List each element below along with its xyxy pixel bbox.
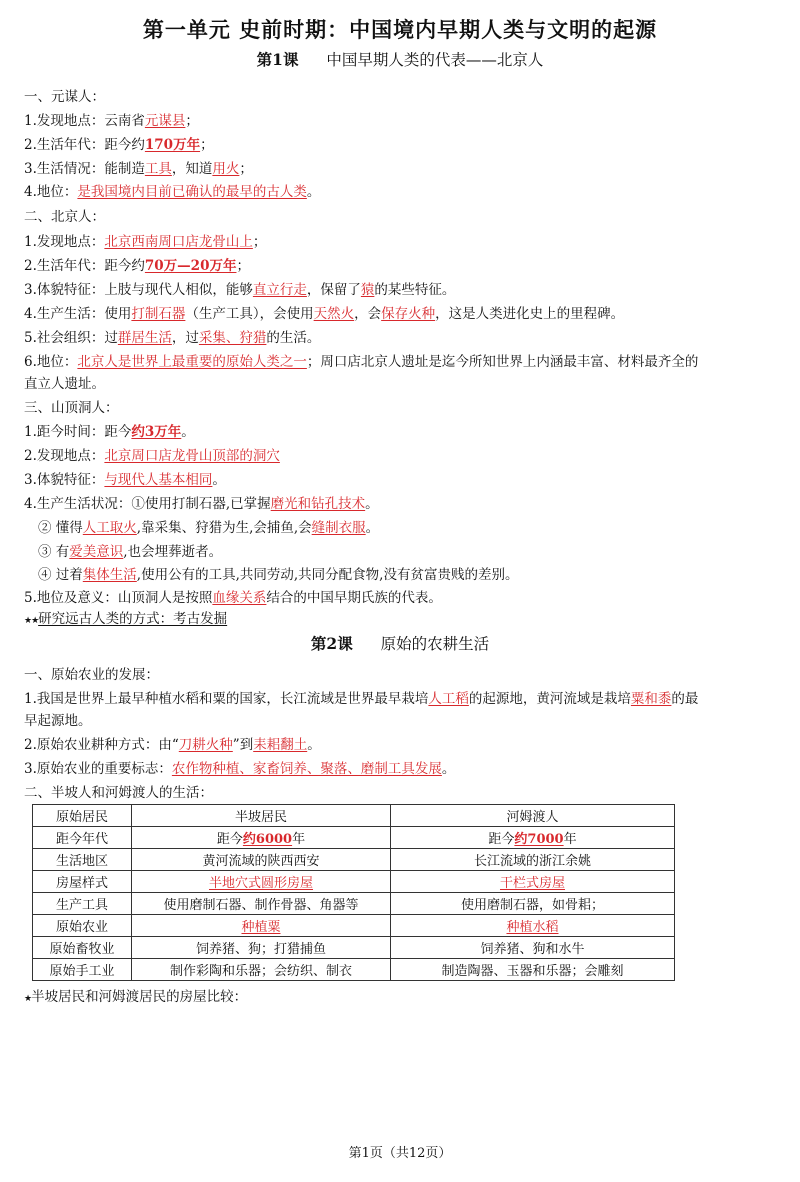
- house-comparison-line: ★半坡居民和河姆渡居民的房屋比较：: [24, 989, 248, 1005]
- lesson1-title: [0, 48, 800, 70]
- table-cell: 半坡居民: [132, 805, 391, 827]
- comparison-table: [32, 804, 675, 981]
- section-heading-shandingdong: 三、山顶洞人：: [24, 400, 119, 416]
- yuanmou-line-1: 1.发现地点：云南省元谋县；: [24, 113, 199, 129]
- table-cell: 干栏式房屋: [391, 871, 675, 893]
- table-cell: 制造陶器、玉器和乐器；会雕刻: [391, 959, 675, 981]
- table-cell: 饲养猪、狗和水牛: [391, 937, 675, 959]
- lesson2-number: 第2课: [310, 634, 353, 653]
- shandingdong-line-1: 1.距今时间：距今约3万年。: [24, 424, 195, 440]
- table-row: [33, 849, 675, 871]
- table-cell: 距今年代: [33, 827, 132, 849]
- beijing-line-2: 2.生活年代：距今约70万—20万年；: [24, 258, 250, 274]
- table-cell: 使用磨制石器，如骨耜；: [391, 893, 675, 915]
- section-heading-agriculture: 一、原始农业的发展：: [24, 667, 159, 683]
- star-icon: ★: [24, 994, 32, 1004]
- table-cell: 原始畜牧业: [33, 937, 132, 959]
- section-heading-banpo-hemudu: 二、半坡人和河姆渡人的生活：: [24, 785, 213, 801]
- section-heading-yuanmou: 一、元谋人：: [24, 89, 105, 105]
- shandingdong-line-4b: ② 懂得人工取火,靠采集、狩猎为生,会捕鱼,会缝制衣服。: [38, 520, 380, 536]
- beijing-line-1: 1.发现地点：北京西南周口店龙骨山上；: [24, 234, 267, 250]
- table-cell: 制作彩陶和乐器；会纺织、制衣: [132, 959, 391, 981]
- table-row: [33, 915, 675, 937]
- beijing-line-5: 5.社会组织：过群居生活，过采集、狩猎的生活。: [24, 330, 321, 346]
- star-icon: ★★: [24, 616, 39, 626]
- lesson2-title: [0, 632, 800, 654]
- lesson2-name: 原始的农耕生活: [380, 635, 490, 653]
- beijing-line-6-cont: 直立人遗址。: [24, 376, 105, 392]
- beijing-line-3: 3.体貌特征：上肢与现代人相似，能够直立行走，保留了猿的某些特征。: [24, 282, 456, 298]
- table-cell: 长江流域的浙江余姚: [391, 849, 675, 871]
- shandingdong-line-4c: ③ 有爱美意识,也会埋葬逝者。: [38, 544, 223, 560]
- table-row: [33, 893, 675, 915]
- yuanmou-line-2: 2.生活年代：距今约170万年；: [24, 137, 214, 153]
- agriculture-line-3: 3.原始农业的重要标志：农作物种植、家畜饲养、聚落、磨制工具发展。: [24, 761, 456, 777]
- table-cell: 原始手工业: [33, 959, 132, 981]
- beijing-line-6: 6.地位：北京人是世界上最重要的原始人类之一；周口店北京人遗址是迄今所知世界上内涵最丰富、材料最齐全的: [24, 354, 699, 370]
- table-cell: 距今约6000年: [132, 827, 391, 849]
- beijing-line-4: 4.生产生活：使用打制石器（生产工具），会使用天然火，会保存火种，这是人类进化史上的里程碑。: [24, 306, 625, 322]
- shandingdong-line-5: 5.地位及意义：山顶洞人是按照血缘关系结合的中国早期氏族的代表。: [24, 590, 442, 606]
- research-method-line: ★★研究远古人类的方式：考古发掘: [24, 611, 228, 627]
- agriculture-line-2: 2.原始农业耕种方式：由“刀耕火种”到耒耜翻土。: [24, 737, 321, 753]
- table-cell: 生活地区: [33, 849, 132, 871]
- table-cell: 种植水稻: [391, 915, 675, 937]
- shandingdong-line-4d: ④ 过着集体生活,使用公有的工具,共同劳动,共同分配食物,没有贫富贵贱的差别。: [38, 567, 519, 583]
- agriculture-line-1: 1.我国是世界上最早种植水稻和粟的国家，长江流域是世界最早栽培人工稻的起源地，黄河流域是栽培粟和黍的最: [24, 691, 699, 707]
- page-footer: 第1页（共12页）: [348, 1146, 452, 1161]
- shandingdong-line-4: 4.生产生活状况：①使用打制石器,已掌握磨光和钻孔技术。: [24, 496, 379, 512]
- section-heading-beijing: 二、北京人：: [24, 209, 105, 225]
- table-row: [33, 937, 675, 959]
- shandingdong-line-3: 3.体貌特征：与现代人基本相同。: [24, 472, 226, 488]
- table-cell: 使用磨制石器、制作骨器、角器等: [132, 893, 391, 915]
- table-cell: 种植粟: [132, 915, 391, 937]
- table-cell: 原始农业: [33, 915, 132, 937]
- table-row: [33, 871, 675, 893]
- unit-title: 第一单元 史前时期：中国境内早期人类与文明的起源: [142, 17, 658, 42]
- table-row: [33, 959, 675, 981]
- table-cell: 生产工具: [33, 893, 132, 915]
- table-cell: 河姆渡人: [391, 805, 675, 827]
- agriculture-line-1-cont: 早起源地。: [24, 713, 92, 729]
- table-cell: 黄河流域的陕西西安: [132, 849, 391, 871]
- table-row: [33, 827, 675, 849]
- lesson1-name: 中国早期人类的代表——北京人: [326, 51, 544, 69]
- table-cell: 饲养猪、狗；打猎捕鱼: [132, 937, 391, 959]
- shandingdong-line-2: 2.发现地点：北京周口店龙骨山顶部的洞穴: [24, 448, 280, 464]
- table-cell: 原始居民: [33, 805, 132, 827]
- table-cell: 房屋样式: [33, 871, 132, 893]
- yuanmou-line-4: 4.地位：是我国境内目前已确认的最早的古人类。: [24, 184, 321, 200]
- yuanmou-line-3: 3.生活情况：能制造工具，知道用火；: [24, 161, 253, 177]
- lesson1-number: 第1课: [256, 50, 299, 69]
- table-row: [33, 805, 675, 827]
- table-cell: 半地穴式圆形房屋: [132, 871, 391, 893]
- table-cell: 距今约7000年: [391, 827, 675, 849]
